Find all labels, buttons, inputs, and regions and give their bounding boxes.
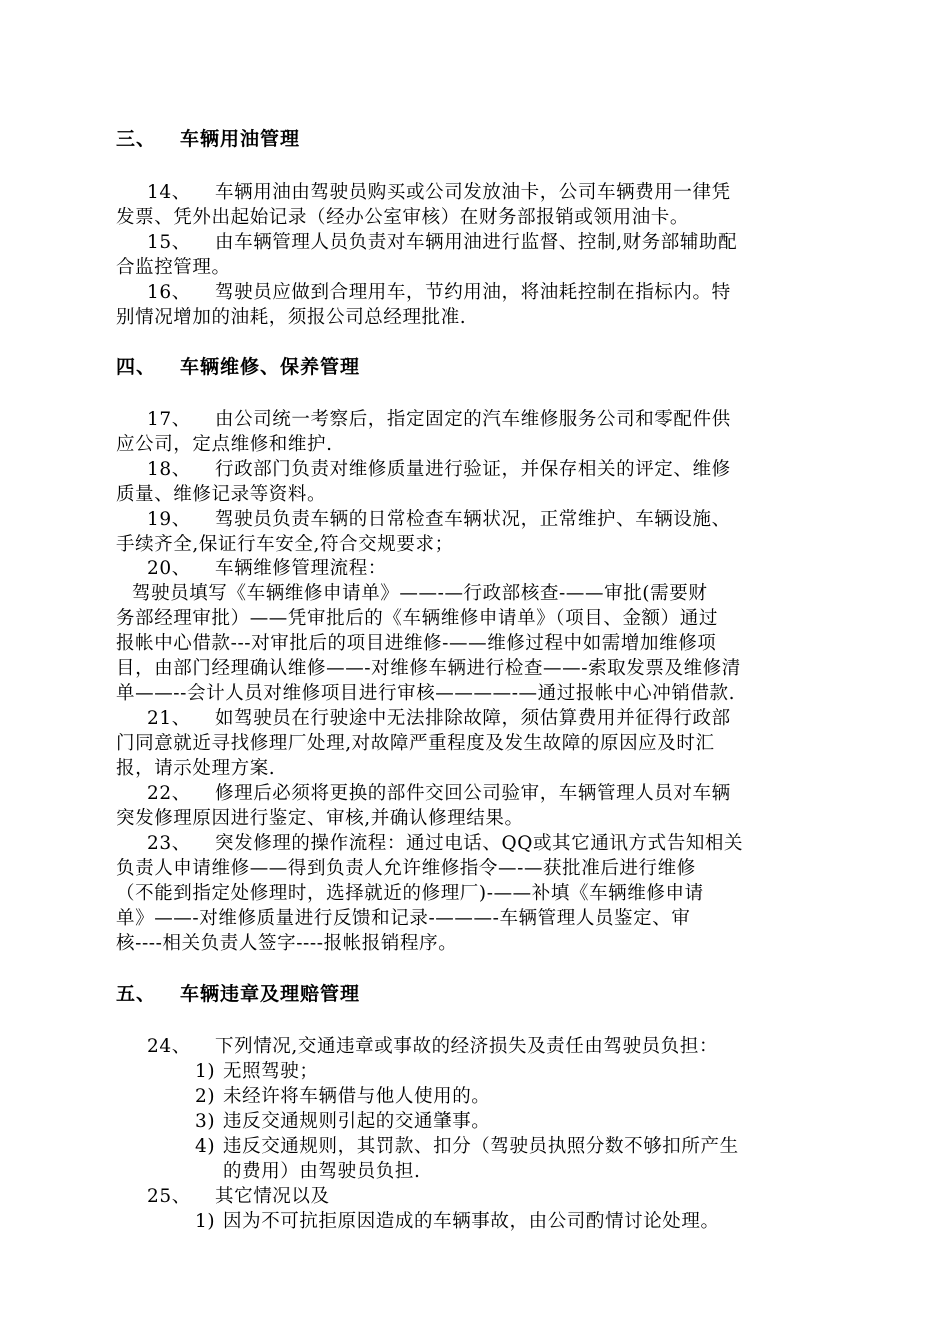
list-item: 1) 因为不可抗拒原因造成的车辆事故，由公司酌情讨论处理。 [195,1211,720,1232]
item-20-line1: 20、 车辆维修管理流程： [147,554,387,580]
item-number: 20、 [147,558,191,579]
item-22-line2: 突发修理原因进行鉴定、审核,并确认修理结果。 [116,808,524,829]
section-title: 车辆违章及理赔管理 [180,983,361,1005]
list-item: 2) 未经许将车辆借与他人使用的。 [195,1086,491,1107]
section-heading-3 [116,124,300,151]
item-number: 21、 [147,708,191,729]
list-item: 3) 违反交通规则引起的交通肇事。 [195,1111,491,1132]
section-title: 车辆用油管理 [180,128,301,150]
item-21-line3: 报，请示处理方案. [116,758,276,779]
section-heading-5 [116,979,360,1006]
item-24-line1: 24、 下列情况,交通违章或事故的经济损失及责任由驾驶员负担： [147,1032,718,1058]
item-19-line2: 手续齐全,保证行车安全,符合交规要求； [116,534,454,555]
item-14-line1: 14、 车辆用油由驾驶员购买或公司发放油卡，公司车辆费用一律凭 [147,178,731,204]
item-number: 15、 [147,232,191,253]
flow-line-1: 驾驶员填写《车辆维修申请单》——-—行政部核查-——审批(需要财 [132,583,708,604]
item-22-line1: 22、 修理后必须将更换的部件交回公司验审，车辆管理人员对车辆 [147,779,731,805]
flow-line-4: 目，由部门经理确认维修——-对维修车辆进行检查——-索取发票及维修清 [116,658,741,679]
item-23-line4: 单》——-对维修质量进行反馈和记录-———-车辆管理人员鉴定、审 [116,908,691,929]
item-number: 16、 [147,282,191,303]
section-heading-4 [116,352,360,379]
flow-line-5: 单——--会计人员对维修项目进行审核————-—通过报帐中心冲销借款. [116,683,736,704]
item-number: 24、 [147,1036,191,1057]
item-23-line2: 负责人申请维修——得到负责人允许维修指令—-—获批准后进行维修 [116,858,696,879]
item-17-line2: 应公司，定点维修和维护. [116,434,333,455]
item-number: 25、 [147,1186,191,1207]
item-21-line2: 门同意就近寻找修理厂处理,对故障严重程度及发生故障的原因应及时汇 [116,733,715,754]
item-number: 22、 [147,783,191,804]
item-23-line1: 23、 突发修理的操作流程：通过电话、QQ或其它通讯方式告知相关 [147,829,743,855]
item-18-line1: 18、 行政部门负责对维修质量进行验证，并保存相关的评定、维修 [147,455,731,481]
section-number: 五、 [116,983,157,1005]
item-18-line2: 质量、维修记录等资料。 [116,484,327,505]
item-16-line2: 别情况增加的油耗，须报公司总经理批准. [116,307,467,328]
item-23-line5: 核----相关负责人签字----报帐报销程序。 [116,933,458,954]
item-number: 14、 [147,182,191,203]
item-16-line1: 16、 驾驶员应做到合理用车，节约用油，将油耗控制在指标内。特 [147,278,731,304]
section-title: 车辆维修、保养管理 [180,356,361,378]
section-number: 四、 [116,356,157,378]
item-15-line2: 合监控管理。 [116,257,231,278]
item-19-line1: 19、 驾驶员负责车辆的日常检查车辆状况，正常维护、车辆设施、 [147,505,731,531]
section-number: 三、 [116,128,157,150]
item-17-line1: 17、 由公司统一考察后，指定固定的汽车维修服务公司和零配件供 [147,405,731,431]
item-number: 17、 [147,409,191,430]
item-21-line1: 21、 如驾驶员在行驶途中无法排除故障，须估算费用并征得行政部 [147,704,731,730]
flow-line-2: 务部经理审批）——凭审批后的《车辆维修申请单》（项目、金额）通过 [116,608,718,629]
item-23-line3: （不能到指定处修理时，选择就近的修理厂)-——补填《车辆维修申请 [116,883,704,904]
item-25-line1: 25、 其它情况以及 [147,1182,330,1208]
item-number: 23、 [147,833,191,854]
list-item-continuation: 的费用）由驾驶员负担. [223,1161,421,1182]
flow-line-3: 报帐中心借款---对审批后的项目进维修-——维修过程中如需增加维修项 [116,633,717,654]
item-number: 19、 [147,509,191,530]
list-item: 1) 无照驾驶； [195,1061,319,1082]
item-15-line1: 15、 由车辆管理人员负责对车辆用油进行监督、控制,财务部辅助配 [147,228,737,254]
item-number: 18、 [147,459,191,480]
item-14-line2: 发票、凭外出起始记录（经办公室审核）在财务部报销或领用油卡。 [116,207,690,228]
list-item: 4) 违反交通规则，其罚款、扣分（驾驶员执照分数不够扣所产生 [195,1136,739,1157]
